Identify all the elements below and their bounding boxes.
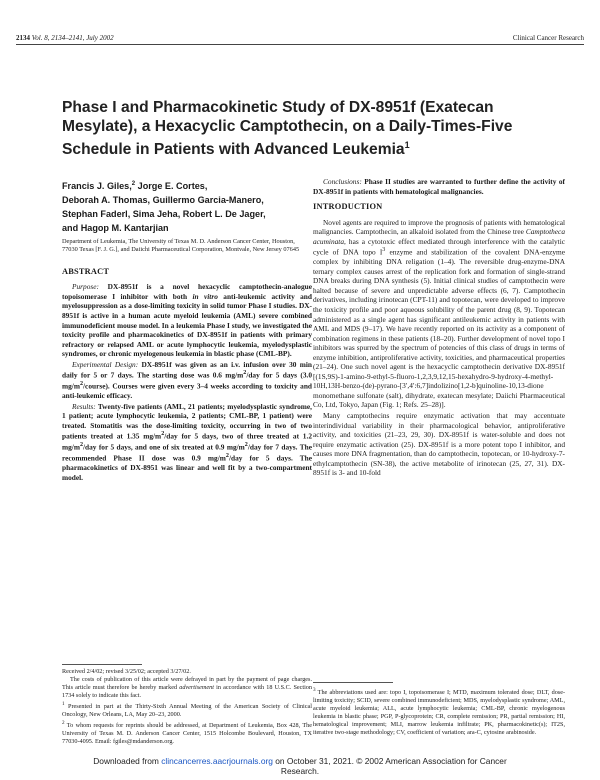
title-footnote-mark: 1: [404, 140, 410, 150]
footnote-mark: 3: [382, 247, 386, 254]
abstract-design: [62, 360, 312, 401]
results-text: Twenty-five patients (AML, 21 patients; myelodysplastic syndrome, 1 patient; acute lymphocytic leukemia, 2 patients; CML-BP, 1 patient) were treated. Stomatitis was the dose-limiting toxicity, occurring in two of two patients treated at 1.35 mg/m: [62, 401, 312, 441]
design-text: DX-8951f was given as an i.v. infusion over 30 min daily for 5 or 7 days. The starting dose was 0.6 mg/m: [62, 359, 312, 380]
journal-site-link[interactable]: clincancerres.aacrjournals.org: [161, 756, 273, 766]
footnote-text: The abbreviations used are: topo I, topoisomerase I; MTD, maximum tolerated dose; DLT, dose-limiting toxicity; SCID, severe combined immunodeficient; MDS, myelodysplastic syndrome; AML, acute myeloid leukemia; ALL, acute lymphocytic leukemia; CML-BP, chronic myelogenous leukemia in blastic phase; PGP, P-glycoprotein; CR, complete remission; PR, partial remission; HI, hematological improvement; MLI, marrow leukemia infiltrate; PK, pharmacokinetic(s); IT2S, iterative two-stage methodology; CV, coefficient of variation; ara-C, cytosine arabinoside.: [313, 689, 565, 737]
publication-costs-note: [62, 676, 312, 700]
superscript: 2: [79, 442, 84, 449]
design-text: /day for 5 days (3.0 mg/m: [62, 370, 312, 391]
footnote-text: To whom requests for reprints should be addressed, at Department of Leukemia, Box 428, The University of Texas M. D. Anderson Cancer Center, 1515 Holcombe Boulevard, Houston, TX 77030-4095. Email: fgiles@mdanderson.org.: [62, 722, 312, 746]
superscript: 2: [79, 381, 84, 388]
footnote-mark: 1: [62, 701, 65, 707]
results-label: Results:: [72, 401, 96, 411]
footnote-mark: 3: [313, 687, 316, 693]
purpose-text: anti-leukemic activity and myelosuppression as a dose-limiting toxicity in solid tumor Phase I studies. DX-8951f is active in a human acute myeloid leukemia (AML) severe combined immunodeficient mouse model. In a leukemia Phase I study, we investigated the toxicity profile and pharmacokinetics of DX-8951f in patients with primary refractory or relapsed AML or acute lymphocytic leukemia, myelodysplastic syndromes, or chronic myelogenous leukemia in blastic phase (CML-BP).: [62, 291, 312, 359]
footnotes-right: [313, 682, 565, 737]
species-name: Camptotheca acuminata: [313, 227, 565, 246]
footnote-3-abbreviations: [313, 686, 565, 737]
abstract-heading: ABSTRACT: [62, 266, 110, 276]
superscript: 2: [161, 431, 165, 438]
superscript: 2: [225, 453, 229, 460]
intro-text: Novel agents are required to improve the prognosis of patients with hematological malignancies. Camptothecin, an alkaloid isolated from the Chinese tree: [313, 217, 565, 237]
author-text: Jorge E. Cortes,: [135, 181, 208, 192]
abstract-results: [62, 402, 312, 483]
header-left: [16, 34, 114, 42]
design-text: /course). Courses were given every 3–4 weeks according to toxicity and anti-leukemic efficacy.: [62, 381, 312, 401]
introduction-paragraph-2: Many camptothecins require enzymatic activation that may accentuate interindividual variability in their pharmacological behavior, antiproliferative activity, and toxicities (21–23, 29, 30). DX-8951f is water-soluble and does not require enzymatic activation (25). DX-8951f is a more potent topo I inhibitor, and causes more DNA fragmentation, than do camptothecin, topotecan, or 10-hydroxy-7-ethylcamptothecin (SN-38), the active metabolite of irinotecan (25, 27, 31). DX-8951f is 3- and 10-fold: [313, 411, 565, 478]
author-line-4: and Hagop M. Kantarjian: [62, 223, 169, 234]
affiliation: Department of Leukemia, The University of Texas M. D. Anderson Cancer Center, Houston, 77030 Texas [F. J. G.], and Daiichi Pharmaceutical Corporation, Montvale, New Jersey 07645: [62, 238, 300, 254]
page-number: 2134: [16, 34, 30, 42]
footnote-text: Presented in part at the Thirty-Sixth Annual Meeting of the American Society of Clinical Oncology, New Orleans, LA, May 20–23, 2000.: [62, 703, 312, 719]
footnote-2: [62, 719, 312, 746]
abstract-conclusions: [313, 177, 565, 196]
results-text: /day for 5 days. The pharmacokinetics of DX-8951 was linear and well fit by a two-compartment model.: [62, 453, 312, 482]
superscript: 2: [243, 370, 247, 377]
left-column: [62, 177, 312, 484]
footer-line-2: Research.: [280, 766, 320, 776]
purpose-text: DX-8951f is a novel hexacyclic camptothecin-analogue topoisomerase I inhibitor with both: [62, 282, 312, 301]
results-text: /day for 7 days. The recommended Phase II dose was 0.9 mg/m: [62, 442, 312, 463]
footnote-1: [62, 700, 312, 719]
download-footer: [0, 756, 600, 776]
footer-text: Downloaded from: [93, 756, 162, 766]
intro-text: , has a cytotoxic effect mediated through interference with the catalytic cycle of DNA topo I: [313, 236, 565, 257]
introduction-paragraph-1: [313, 218, 565, 410]
purpose-italic: in vitro: [192, 291, 218, 301]
purpose-label: Purpose:: [72, 282, 99, 292]
journal-name: Clinical Cancer Research: [512, 34, 584, 42]
abstract-purpose: [62, 282, 312, 358]
author-line-3: Stephan Faderl, Sima Jeha, Robert L. De Jager,: [62, 209, 266, 220]
intro-text: enzyme and stabilization of the covalent DNA-enzyme complex by inhibiting DNA religation (1–4). The reversible drug-enzyme-DNA ternary complex causes arrest of the replication fork and formation of single-strand DNA breaks during DNA synthesis (5). Initial clinical studies of camptothecin were halted because of severe and unpredictable adverse effects (6, 7). Camptothecin derivatives, including irinotecan (CPT-11) and topotecan, were developed to improve the toxicity profile and poor aqueous solubility of the parent drug (8, 9). Topotecan administered as a single agent has significant antileukemic activity in patients with AML and MDS (9–17). We have recently reported on its activity as a component of combination regimens in these patients (18–20). Further development of novel topo I inhibitors was spurred by the spectrum of potencies of this class of drugs in terms of enzyme inhibition, antiproliferative activity, toxicities, and pharmaceutical properties (21–24). One such novel agent is the hexacyclic camptothecin derivative DX-8951f [(1S,9S)-1-amino-9-ethyl-5-fluoro-1,2,3,9,12,15-hexahydro-9-hydroxy-4-methyl-10H,13H-benzo-(de)-pyrano-[3′,4′:6,7]indolizino[1,2-b]quinoline-10,13-dione monomethane sulfonate (salt), dihydrate, exatecan mesylate; Daiichi Pharmaceutical Co, Ltd, Tokyo, Japan (Fig. 1; Refs. 25–28)].: [313, 247, 565, 410]
conclusions-label: Conclusions:: [323, 177, 362, 186]
journal-citation: Vol. 8, 2134–2141, July 2002: [31, 34, 114, 42]
costs-italic: advertisement: [179, 684, 214, 691]
footnote-divider: [313, 682, 393, 683]
author-text: Francis J. Giles,: [62, 181, 132, 192]
author-footnote-mark: 2: [131, 181, 136, 187]
costs-text: in accordance with 18 U.S.C. Section 1734 solely to indicate this fact.: [62, 684, 312, 699]
footer-text: on October 31, 2021. © 2002 American Association for Cancer: [272, 756, 507, 766]
footnotes-left: [62, 664, 312, 746]
article-title-text: Phase I and Pharmacokinetic Study of DX-8951f (Exatecan Mesylate), a Hexacyclic Camptothecin, on a Daily-Times-Five Schedule in Patients with Advanced Leukemia: [62, 99, 513, 159]
design-label: Experimental Design:: [72, 359, 139, 369]
results-text: /day for 5 days, two of three treated at 1.2 mg/m: [62, 431, 312, 452]
superscript: 2: [244, 442, 248, 449]
author-line-2: Deborah A. Thomas, Guillermo Garcia-Manero,: [62, 195, 264, 206]
footnote-mark: 2: [62, 720, 65, 727]
introduction-heading: INTRODUCTION: [313, 202, 383, 212]
article-title: [62, 98, 556, 159]
running-header: [16, 30, 584, 45]
author-line-1: [62, 177, 312, 193]
conclusions-text: Phase II studies are warranted to further define the activity of DX-8951f in patients with hematological malignancies.: [313, 177, 565, 196]
footer-line-1: [0, 756, 600, 766]
received-dates: Received 2/4/02; revised 3/25/02; accepted 3/27/02.: [62, 668, 191, 675]
results-text: /day for 5 days, and one of six treated at 0.9 mg/m: [83, 442, 245, 452]
author-list: [62, 177, 312, 235]
costs-text: The costs of publication of this article were defrayed in part by the payment of page charges. This article must therefore be hereby marked: [62, 676, 312, 691]
right-column: [313, 177, 565, 479]
footnote-divider: [62, 664, 142, 665]
